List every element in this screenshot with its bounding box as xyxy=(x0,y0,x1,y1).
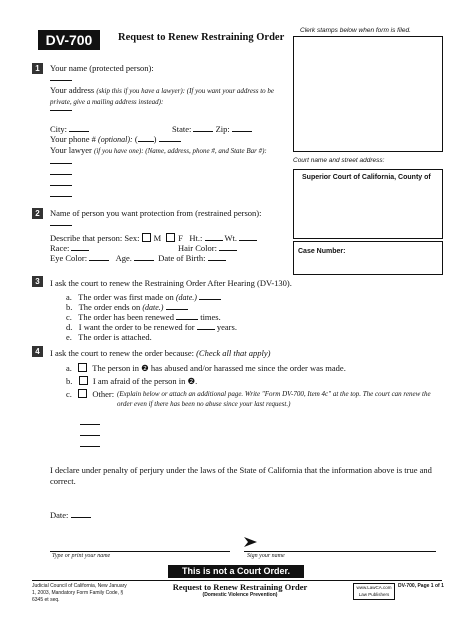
date-row xyxy=(50,509,91,520)
height-label: Ht.: xyxy=(189,233,203,243)
item-3a-letter: a. xyxy=(66,292,72,302)
date-field[interactable] xyxy=(71,509,91,518)
sign-name-caption: Sign your name xyxy=(247,553,285,559)
renew-years-field[interactable] xyxy=(197,321,215,330)
section-1-number: 1 xyxy=(32,63,43,74)
restrained-person-field[interactable] xyxy=(50,225,72,226)
city-field[interactable] xyxy=(69,123,89,132)
first-made-date-field[interactable] xyxy=(199,291,221,300)
item-3d-text: I want the order to be renewed for xyxy=(78,322,195,332)
lawyer-line-4[interactable] xyxy=(50,196,72,197)
item-3c-suffix: times. xyxy=(200,312,221,322)
weight-label: Wt. xyxy=(224,233,238,243)
sex-f-checkbox[interactable] xyxy=(166,233,175,242)
item-3b-text: The order ends on xyxy=(78,302,141,312)
your-address-hint: (skip this if you have a lawyer): (If you want your address to be private, give a mailing address instead): xyxy=(50,87,274,106)
your-address-block xyxy=(50,85,288,107)
item-4c-hint: (Explain below or attach an additional page. Write "Form DV-700, Item 4c" at the top. The court can renew the order even if there has been no abuse since your last request.) xyxy=(117,390,431,408)
your-name-label: Your name (protected person): xyxy=(50,63,154,73)
eye-label: Eye Color: xyxy=(50,253,88,263)
item-3d-letter: d. xyxy=(66,322,73,332)
section-4-number: 4 xyxy=(32,346,43,357)
dob-field[interactable] xyxy=(208,252,226,261)
afraid-checkbox[interactable] xyxy=(79,376,88,385)
lawyer-line-3[interactable] xyxy=(50,185,72,186)
ends-on-date-field[interactable] xyxy=(166,301,188,310)
renew-order-label: I ask the court to renew the Restraining Order After Hearing (DV-130). xyxy=(50,278,292,288)
sex-m-checkbox[interactable] xyxy=(142,233,151,242)
signature-line[interactable] xyxy=(244,551,436,552)
court-name: Superior Court of California, County of xyxy=(302,174,431,181)
type-name-caption: Type or print your name xyxy=(52,553,111,559)
item-4b-text: I am afraid of the person in ❷. xyxy=(92,376,198,386)
renew-because-label: I ask the court to renew the order because: xyxy=(50,348,194,358)
sex-f-label: F xyxy=(178,233,184,243)
item-3a-text: The order was first made on xyxy=(78,292,174,302)
phone-field[interactable] xyxy=(159,133,181,142)
item-3b-hint: (date.) xyxy=(142,303,164,312)
restrained-person-label: Name of person you want protection from (restrained person): xyxy=(50,208,262,218)
lawyer-line-1[interactable] xyxy=(50,163,72,164)
item-4c-letter: c. xyxy=(66,389,72,399)
sex-m-label: M xyxy=(153,233,162,243)
your-name-field[interactable] xyxy=(50,80,72,81)
date-label: Date: xyxy=(50,510,69,520)
hair-label: Hair Color: xyxy=(178,243,217,253)
form-title: Request to Renew Restraining Order xyxy=(118,32,285,43)
footer-council-text: Judicial Council of California, New January 1, 2003, Mandatory Form Family Code, § 6345 et seq. xyxy=(32,583,127,603)
dob-label: Date of Birth: xyxy=(158,253,206,263)
zip-label: Zip: xyxy=(215,124,230,134)
not-court-order-banner: This is not a Court Order. xyxy=(168,565,304,578)
hair-field[interactable] xyxy=(219,242,237,251)
state-label: State: xyxy=(172,124,192,134)
type-name-line[interactable] xyxy=(50,551,230,552)
renew-because-row xyxy=(50,348,270,358)
eye-age-dob-row xyxy=(50,252,226,263)
case-number-label: Case Number: xyxy=(298,248,346,255)
your-address-field[interactable] xyxy=(50,110,72,111)
race-label: Race: xyxy=(50,243,70,253)
weight-field[interactable] xyxy=(239,232,257,241)
other-checkbox[interactable] xyxy=(78,389,87,398)
footer-title: Request to Renew Restraining Order xyxy=(172,582,308,592)
section-3-number: 3 xyxy=(32,276,43,287)
zip-field[interactable] xyxy=(232,123,252,132)
item-4a xyxy=(66,363,346,374)
item-3d xyxy=(66,321,237,332)
item-3c-text: The order has been renewed xyxy=(78,312,174,322)
abused-checkbox[interactable] xyxy=(78,363,87,372)
footer-page-number: DV-700, Page 1 of 1 xyxy=(398,583,444,589)
footer-title-block xyxy=(160,582,320,598)
section-2-number: 2 xyxy=(32,208,43,219)
item-4a-text: The person in ❷ has abused and/or harassed me since the order was made. xyxy=(92,363,346,373)
lawyer-row xyxy=(50,145,267,155)
case-number-box[interactable] xyxy=(293,241,443,275)
item-3a-hint: (date.) xyxy=(175,293,197,302)
clerk-stamp-caption: Clerk stamps below when form is filed. xyxy=(300,27,411,34)
item-4c xyxy=(66,389,114,399)
other-line-2[interactable] xyxy=(80,435,100,436)
lawyer-hint: (if you have one): (Name, address, phone #, and State Bar #): xyxy=(94,147,267,155)
item-4a-letter: a. xyxy=(66,363,72,373)
age-field[interactable] xyxy=(134,252,154,261)
describe-label: Describe that person: Sex: xyxy=(50,233,140,243)
lawyer-label: Your lawyer xyxy=(50,145,92,155)
state-zip-row xyxy=(172,123,252,134)
city-label: City: xyxy=(50,124,68,134)
item-3e-letter: e. xyxy=(66,332,72,342)
item-3e xyxy=(66,332,152,342)
height-field[interactable] xyxy=(205,232,223,241)
phone-area-field[interactable] xyxy=(138,133,154,142)
publisher-logo: www.LawCA.com Law Publishers xyxy=(353,583,395,600)
other-line-3[interactable] xyxy=(80,446,100,447)
item-3c-letter: c. xyxy=(66,312,72,322)
item-3e-text: The order is attached. xyxy=(78,332,152,342)
clerk-stamp-box xyxy=(293,36,443,152)
footer-rule xyxy=(32,580,442,581)
your-address-label: Your address xyxy=(50,85,95,95)
item-3b-letter: b. xyxy=(66,302,73,312)
renew-because-hint: (Check all that apply) xyxy=(196,348,271,358)
race-field[interactable] xyxy=(71,242,89,251)
footer-subtitle: (Domestic Violence Prevention) xyxy=(202,592,278,598)
renewed-times-field[interactable] xyxy=(176,311,198,320)
phone-hint: (optional): xyxy=(98,135,133,144)
phone-row: Your phone # (optional): ( ) xyxy=(50,133,181,144)
state-field[interactable] xyxy=(193,123,213,132)
age-label: Age. xyxy=(115,253,132,263)
item-4c-text: Other: xyxy=(92,389,115,399)
item-4b xyxy=(66,376,197,387)
form-id-badge: DV-700 xyxy=(38,30,100,50)
other-line-1[interactable] xyxy=(80,424,100,425)
declaration-text: I declare under penalty of perjury under the laws of the State of California that the information above is true and correct. xyxy=(50,465,432,486)
phone-label: Your phone # xyxy=(50,134,96,144)
lawyer-line-2[interactable] xyxy=(50,174,72,175)
court-name-box[interactable] xyxy=(293,169,443,239)
item-3d-suffix: years. xyxy=(216,322,237,332)
court-address-caption: Court name and street address: xyxy=(293,157,385,164)
item-4b-letter: b. xyxy=(66,376,73,386)
eye-field[interactable] xyxy=(89,252,109,261)
